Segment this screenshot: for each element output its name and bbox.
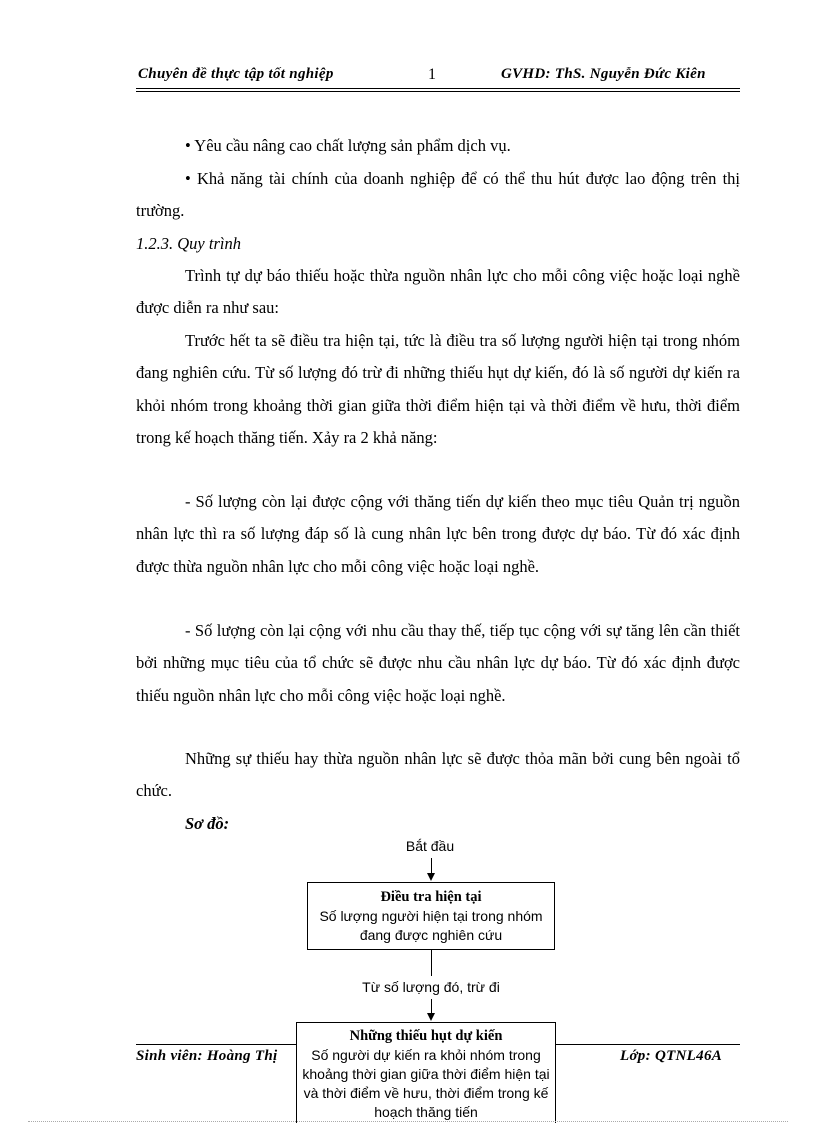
- bullet-item: • Khả năng tài chính của doanh nghiệp để có thể thu hút được lao động trên thị trường.: [136, 169, 740, 221]
- paragraph: - Số lượng còn lại được cộng với thăng tiến dự kiến theo mục tiêu Quản trị nguồn nhân lực thì ra số lượng đáp số là cung nhân lực bên trong được dự báo. Từ đó xác định được thừa nguồn nhân lực cho mỗi công việc hoặc loại nghề.: [136, 492, 740, 576]
- flow-box-text: Số người dự kiến ra khỏi nhóm trong khoảng thời gian giữa thời điểm hiện tại và thời điểm về hưu, thời điểm trong kế hoạch thăng tiến: [302, 1047, 550, 1120]
- flow-start-label: Bắt đầu: [405, 838, 455, 854]
- paragraph: Trình tự dự báo thiếu hoặc thừa nguồn nhân lực cho mỗi công việc hoặc loại nghề được diễn ra như sau:: [136, 266, 740, 318]
- diagram-heading: Sơ đồ:: [185, 814, 230, 833]
- flow-connector: [431, 950, 432, 976]
- section-title: 1.2.3. Quy trình: [136, 234, 241, 253]
- flow-box-title: Những thiếu hụt dự kiến: [349, 1028, 503, 1044]
- flow-arrow: [427, 1013, 435, 1021]
- paragraph: Những sự thiếu hay thừa nguồn nhân lực sẽ được thỏa mãn bởi cung bên ngoài tổ chức.: [136, 749, 740, 801]
- flow-box-title: Điều tra hiện tại: [380, 889, 482, 905]
- paragraph: Trước hết ta sẽ điều tra hiện tại, tức là điều tra số lượng người hiện tại trong nhóm đang nghiên cứu. Từ số lượng đó trừ đi những thiếu hụt dự kiến, đó là số người dự kiến ra khỏi nhóm trong khoảng thời gian giữa thời điểm hiện tại và thời điểm về hưu, thời điểm trong kế hoạch thăng tiến. Xảy ra 2 khả năng:: [136, 331, 740, 447]
- footer-student: Sinh viên: Hoàng Thị: [136, 1048, 278, 1064]
- flow-box-survey: [307, 882, 555, 950]
- flow-connector: [431, 858, 432, 874]
- header-rule-double: [136, 91, 740, 92]
- paragraph: - Số lượng còn lại cộng với nhu cầu thay thế, tiếp tục cộng với sự tăng lên cần thiết bởi những mục tiêu của tổ chức sẽ được nhu cầu nhân lực dự báo. Từ đó xác định được thiếu nguồn nhân lực cho mỗi công việc hoặc loại nghề.: [136, 621, 740, 705]
- flow-box-shortfall: [296, 1022, 556, 1123]
- flow-connector: [431, 999, 432, 1014]
- flow-arrow: [427, 873, 435, 881]
- header-advisor: GVHD: ThS. Nguyễn Đức Kiên: [501, 66, 706, 82]
- header-rule: [136, 88, 740, 89]
- footer-class: Lớp: QTNL46A: [620, 1048, 723, 1064]
- flow-box-text: Số lượng người hiện tại trong nhóm đang được nghiên cứu: [319, 908, 543, 943]
- page-number: 1: [428, 66, 436, 83]
- page-edge: [28, 1121, 788, 1122]
- header-title: Chuyên đề thực tập tốt nghiệp: [138, 66, 334, 82]
- bullet-item: • Yêu cầu nâng cao chất lượng sản phẩm dịch vụ.: [185, 136, 511, 155]
- flow-connector-label: Từ số lượng đó, trừ đi: [362, 979, 500, 995]
